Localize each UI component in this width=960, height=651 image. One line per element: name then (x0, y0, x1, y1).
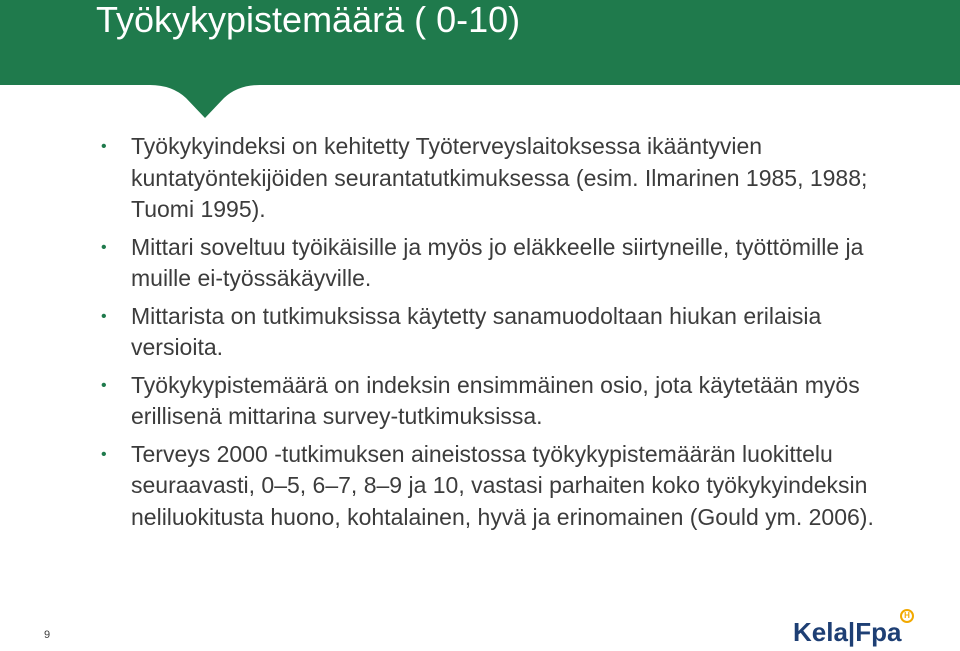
bullet-item (101, 232, 901, 295)
header-wave (0, 60, 960, 130)
bullet-item (101, 301, 901, 364)
bullet-text: Terveys 2000 -tutkimuksen aineistossa työkykypistemäärän luokittelu seuraavasti, 0–5, 6–7, 8–9 ja 10, vastasi parhaiten koko työkykyindeksin neliluokitusta huono, kohtalainen, hyvä ja erinomainen (Gould ym. 2006). (131, 440, 874, 530)
kela-logo (793, 609, 918, 649)
bullet-icon: • (101, 238, 107, 256)
bullet-item (101, 439, 901, 534)
bullet-text: Työkykyindeksi on kehitetty Työterveyslaitoksessa ikääntyvien kuntatyöntekijöiden seurantatutkimuksessa (esim. Ilmarinen 1985, 1988; Tuomi 1995). (131, 133, 868, 222)
page-number: 9 (44, 629, 51, 641)
bullet-icon: • (101, 376, 107, 394)
bullet-text: Mittari soveltuu työikäisille ja myös jo eläkkeelle siirtyneille, työttömille ja muille ei-työssäkäyville. (131, 233, 864, 291)
logo-mark-icon (900, 609, 914, 623)
bullet-icon: • (101, 307, 107, 325)
bullet-text: Työkykypistemäärä on indeksin ensimmäinen osio, jota käytetään myös erillisenä mittarina survey-tutkimuksissa. (131, 371, 860, 429)
bullet-icon: • (101, 445, 107, 463)
bullet-text: Mittarista on tutkimuksissa käytetty sanamuodoltaan hiukan erilaisia versioita. (131, 302, 822, 360)
logo-text: Kela|Fpa (793, 617, 902, 647)
slide-title: Työkykypistemäärä ( 0-10) (96, 0, 521, 40)
bullet-icon: • (101, 138, 107, 155)
bullet-item (101, 131, 901, 226)
logo-mark-letter: H (904, 611, 910, 620)
bullet-list (101, 131, 901, 539)
bullet-item (101, 370, 901, 433)
